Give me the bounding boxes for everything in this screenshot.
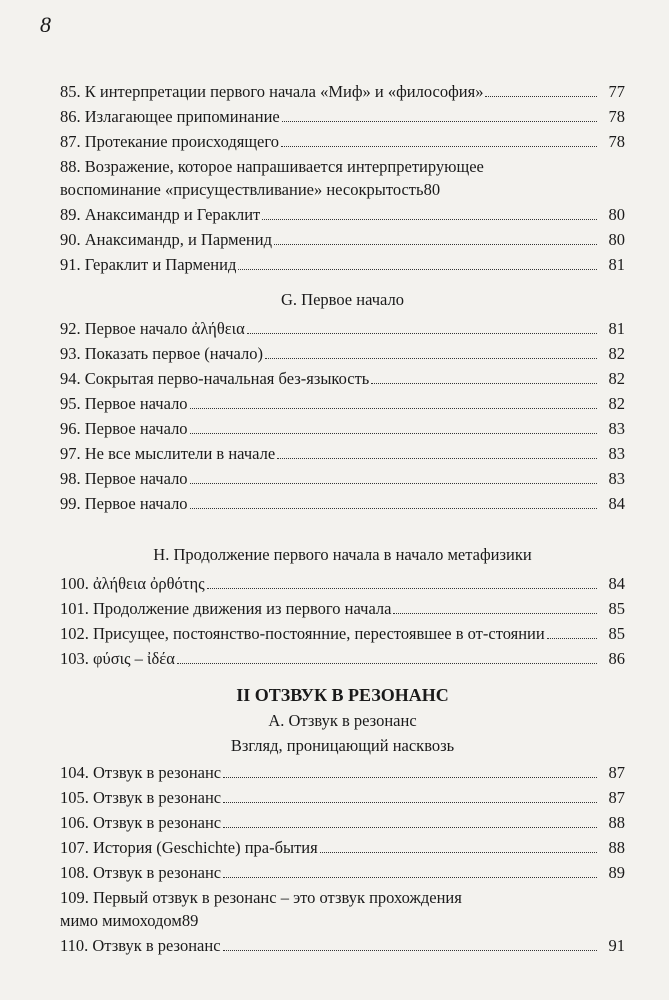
leader-dots <box>485 96 597 97</box>
toc-entry <box>60 492 625 515</box>
toc-entry-page: 82 <box>608 394 625 413</box>
toc-entry-title: 110. Отзвук в резонанс <box>60 936 221 955</box>
leader-dots <box>190 508 597 509</box>
toc-entry-title: 96. Первое начало <box>60 419 188 438</box>
toc-entry <box>60 253 625 276</box>
toc-entry <box>60 934 625 957</box>
subsection-heading: Взгляд, проницающий насквозь <box>230 736 455 755</box>
toc-entry-page: 78 <box>608 107 625 126</box>
toc-group-h <box>60 572 625 670</box>
toc-entry-109 <box>60 886 625 932</box>
toc-entry-page: 88 <box>608 838 625 857</box>
toc-entry <box>60 203 625 226</box>
toc-entry <box>60 622 625 645</box>
toc-entry-title: 93. Показать первое (начало) <box>60 344 263 363</box>
toc-entry <box>60 861 625 884</box>
leader-dots <box>393 613 597 614</box>
toc-entry-title: 108. Отзвук в резонанс <box>60 863 222 882</box>
leader-dots <box>223 877 597 878</box>
section-heading-g: G. Первое начало <box>281 290 404 309</box>
toc-entry-page: 81 <box>608 319 625 338</box>
toc-entry-title: 109. Первый отзвук в резонанс – это отзвук прохождения <box>60 888 462 907</box>
toc-entry-title: 86. Излагающее припоминание <box>60 107 280 126</box>
toc-entry-title: 90. Анаксимандр, и Парменид <box>60 230 272 249</box>
leader-dots <box>277 458 597 459</box>
toc-entry-page: 80 <box>423 180 441 199</box>
leader-dots <box>371 383 597 384</box>
toc-entry-title: 103. φύσις – ἰδέα <box>60 649 175 668</box>
toc-entry-title: 88. Возражение, которое напрашивается интерпретирующее <box>60 157 484 176</box>
toc-entry <box>60 442 625 465</box>
leader-dots <box>238 269 597 270</box>
toc-entry <box>60 647 625 670</box>
toc-entry <box>60 811 625 834</box>
leader-dots <box>177 663 597 664</box>
part-heading: II ОТЗВУК В РЕЗОНАНС <box>236 685 449 705</box>
page-number: 8 <box>40 12 51 37</box>
toc-group-a <box>60 80 625 153</box>
toc-entry-88 <box>60 155 625 201</box>
toc-entry-page: 88 <box>608 813 625 832</box>
toc-entry-page: 83 <box>608 444 625 463</box>
toc-entry-page: 85 <box>608 624 625 643</box>
toc-entry-title: 97. Не все мыслители в начале <box>60 444 276 463</box>
toc-entry-page: 83 <box>608 419 625 438</box>
toc-entry-page: 80 <box>608 230 625 249</box>
toc-entry-title: 94. Сокрытая перво-начальная без-языкость <box>60 369 370 388</box>
leader-dots <box>282 121 597 122</box>
section-heading-h: H. Продолжение первого начала в начало метафизики <box>153 545 532 564</box>
toc-entry <box>60 836 625 859</box>
toc-entry-page: 82 <box>608 344 625 363</box>
toc-entry-title: 100. ἀλήθεια ὀρθότης <box>60 574 205 593</box>
toc-entry-page: 78 <box>608 132 625 151</box>
toc-entry-title: 91. Гераклит и Парменид <box>60 255 237 274</box>
toc-entry-page: 86 <box>608 649 625 668</box>
leader-dots <box>547 638 597 639</box>
toc-group-ii <box>60 761 625 884</box>
leader-dots <box>223 777 597 778</box>
leader-dots <box>265 358 597 359</box>
leader-dots <box>281 146 597 147</box>
toc-entry-title: 95. Первое начало <box>60 394 188 413</box>
toc-entry-title: 102. Присущее, постоянство-постоянние, перестоявшее в от-стоянии <box>60 624 545 643</box>
toc-entry <box>60 80 625 103</box>
toc-entry-title: 98. Первое начало <box>60 469 188 488</box>
leader-dots <box>190 433 597 434</box>
toc-entry-page: 87 <box>608 788 625 807</box>
toc-entry-page: 89 <box>608 863 625 882</box>
leader-dots <box>320 852 597 853</box>
toc-entry-title: 85. К интерпретации первого начала «Миф» и «философия» <box>60 82 484 101</box>
leader-dots <box>247 333 597 334</box>
toc-entry-title: 101. Продолжение движения из первого начала <box>60 599 392 618</box>
leader-dots <box>223 950 597 951</box>
toc-entry <box>60 367 625 390</box>
toc-entry <box>60 761 625 784</box>
toc-entry <box>60 467 625 490</box>
toc-entry-title: 89. Анаксимандр и Гераклит <box>60 205 261 224</box>
toc-entry-title-cont: воспоминание «присуществливание» несокрытость <box>60 180 424 199</box>
toc-group-g <box>60 317 625 515</box>
toc-entry-page: 85 <box>608 599 625 618</box>
toc-entry-title: 107. История (Geschichte) пра-бытия <box>60 838 318 857</box>
toc-entry <box>60 392 625 415</box>
toc-entry-page: 87 <box>608 763 625 782</box>
leader-dots <box>190 408 597 409</box>
toc-entry-page: 91 <box>608 936 625 955</box>
toc-entry-page: 89 <box>181 911 199 930</box>
toc-entry-page: 81 <box>608 255 625 274</box>
toc-entry <box>60 597 625 620</box>
toc-entry-page: 80 <box>608 205 625 224</box>
toc-entry-page: 82 <box>608 369 625 388</box>
toc-entry-page: 77 <box>608 82 625 101</box>
toc-entry-title-cont: мимо мимоходом <box>60 911 182 930</box>
toc-entry-title: 105. Отзвук в резонанс <box>60 788 222 807</box>
toc-entry <box>60 786 625 809</box>
toc-entry-title: 106. Отзвук в резонанс <box>60 813 222 832</box>
toc-entry-page: 84 <box>608 494 625 513</box>
toc-entry-title: 104. Отзвук в резонанс <box>60 763 222 782</box>
toc-entry-page: 84 <box>608 574 625 593</box>
toc-group-b <box>60 203 625 276</box>
toc-entry <box>60 417 625 440</box>
section-heading-a: А. Отзвук в резонанс <box>268 711 417 730</box>
leader-dots <box>190 483 597 484</box>
toc-entry-title: 92. Первое начало ἀλήθεια <box>60 319 245 338</box>
toc-entry <box>60 342 625 365</box>
toc-group-last <box>60 934 625 957</box>
toc-entry <box>60 105 625 128</box>
toc-entry-page: 83 <box>608 469 625 488</box>
toc-entry-title: 87. Протекание происходящего <box>60 132 279 151</box>
table-of-contents <box>60 80 625 959</box>
toc-entry <box>60 228 625 251</box>
leader-dots <box>223 827 597 828</box>
leader-dots <box>274 244 597 245</box>
toc-entry-title: 99. Первое начало <box>60 494 188 513</box>
toc-entry <box>60 317 625 340</box>
leader-dots <box>223 802 597 803</box>
toc-entry <box>60 130 625 153</box>
leader-dots <box>262 219 597 220</box>
toc-entry <box>60 572 625 595</box>
leader-dots <box>207 588 597 589</box>
